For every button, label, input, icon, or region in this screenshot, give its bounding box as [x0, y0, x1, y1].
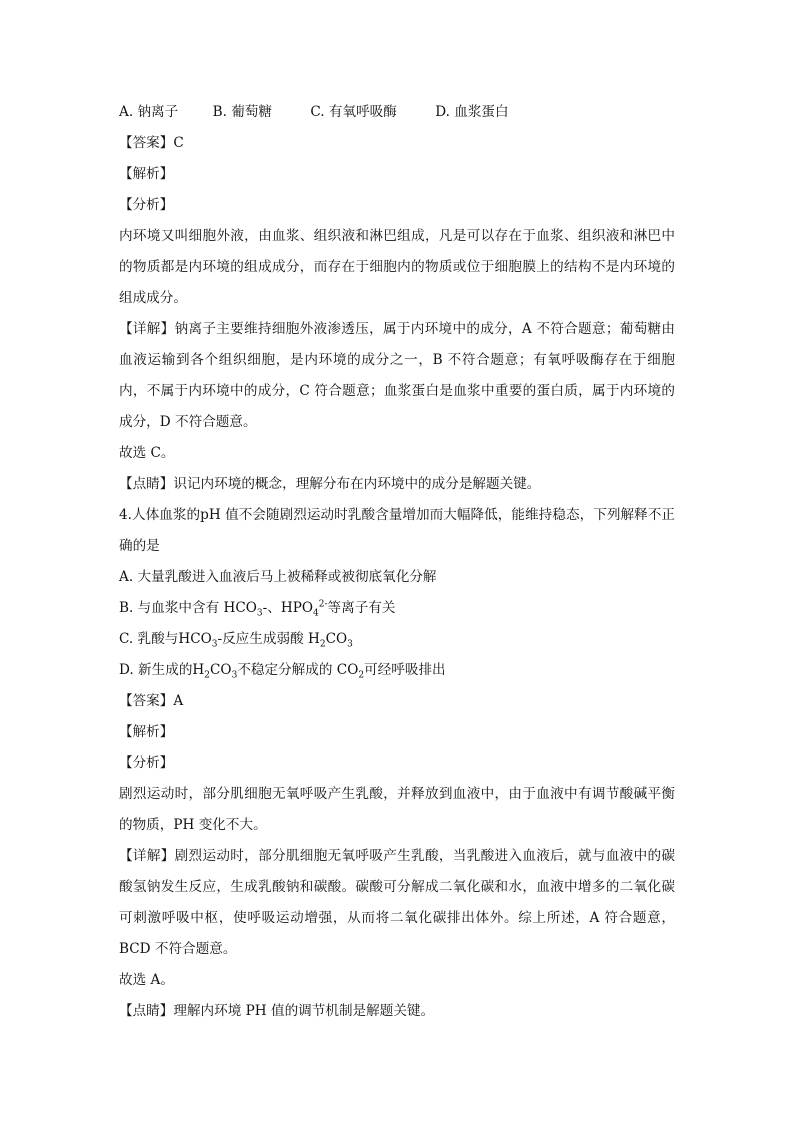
- q4-option-c-sub-2: 2: [319, 639, 326, 650]
- q4-option-c-text-3: CO: [325, 631, 348, 647]
- q4-option-c-text-1: C. 乳酸与HCO: [119, 631, 212, 647]
- q4-option-d-text-3: 不稳定分解成的 CO: [237, 662, 359, 678]
- q4-fenxi-text: 剧烈运动时，部分肌细胞无氧呼吸产生乳酸，并释放到血液中，由于血液中有调节酸碱平衡的物质，PH 变化不大。: [119, 786, 675, 833]
- q4-option-d-sub-3: 2: [358, 670, 365, 681]
- q3-options-row: [119, 97, 675, 128]
- q3-comment: 【点睛】识记内环境的概念，理解分布在内环境中的成分是解题关键。: [119, 476, 541, 492]
- q4-option-c-text-2: -反应生成弱酸 H: [217, 631, 320, 647]
- q4-option-d-sub-2: 3: [231, 670, 238, 681]
- q4-fenxi-heading: 【分析】: [119, 755, 174, 771]
- q3-fenxi-heading: 【分析】: [119, 197, 174, 213]
- q3-answer: 【答案】C: [119, 135, 184, 151]
- q4-option-c-sub-3: 3: [347, 639, 353, 650]
- q4-option-c-sub-1: 3: [211, 639, 218, 650]
- q4-comment: 【点睛】理解内环境 PH 值的调节机制是解题关键。: [119, 1003, 435, 1019]
- q3-analysis-heading: 【解析】: [119, 166, 174, 182]
- document-page: [119, 97, 675, 1027]
- q4-choose: 故选 A。: [119, 972, 174, 988]
- q4-option-d: [119, 655, 675, 686]
- q3-fenxi-text: 内环境又叫细胞外液，由血浆、组织液和淋巴组成，凡是可以存在于血浆、组织液和淋巴中的物质都是内环境的组成成分，而存在于细胞内的物质或位于细胞膜上的结构不是内环境的组成成分。: [119, 228, 675, 306]
- q4-option-d-sub-1: 2: [204, 670, 211, 681]
- q4-option-b-sub-1: 3: [256, 608, 263, 619]
- q4-answer: 【答案】A: [119, 693, 184, 709]
- q3-option-d: D. 血浆蛋白: [435, 104, 509, 120]
- q4-option-d-text-2: CO: [210, 662, 232, 678]
- q4-option-b-sup-2: 2-: [318, 599, 328, 610]
- q4-option-c: [119, 624, 675, 655]
- q3-option-c: C. 有氧呼吸酶: [310, 104, 397, 120]
- q4-detail: 【详解】剧烈运动时，部分肌细胞无氧呼吸产生乳酸，当乳酸进入血液后，就与血液中的碳酸氢钠发生反应，生成乳酸钠和碳酸。碳酸可分解成二氧化碳和水，血液中增多的二氧化碳可刺激呼吸中枢，使呼吸运动增强，从而将二氧化碳排出体外。综上所述，A 符合题意，BCD 不符合题意。: [119, 848, 675, 957]
- q3-option-b: B. 葡萄糖: [212, 104, 272, 120]
- q3-choose: 故选 C。: [119, 445, 175, 461]
- q4-analysis-heading: 【解析】: [119, 724, 174, 740]
- q4-option-b: [119, 593, 675, 624]
- q4-option-d-text-1: D. 新生成的H: [119, 662, 205, 678]
- q3-detail: 【详解】钠离子主要维持细胞外液渗透压，属于内环境中的成分，A 不符合题意；葡萄糖由血液运输到各个组织细胞，是内环境的成分之一，B 不符合题意；有氧呼吸酶存在于细胞内，不属于内环境中的成分，C 符合题意；血浆蛋白是血浆中重要的蛋白质，属于内环境的成分，D 不符合题意。: [119, 321, 675, 430]
- q4-option-d-text-4: 可经呼吸排出: [364, 662, 446, 678]
- q4-option-b-text-2: -、HPO: [262, 600, 313, 616]
- q4-option-b-text-3: 等离子有关: [327, 600, 396, 616]
- q4-option-b-text-1: B. 与血浆中含有 HCO: [119, 600, 257, 616]
- q3-option-a: A. 钠离子: [119, 104, 179, 120]
- q4-option-a: A. 大量乳酸进入血液后马上被稀释或被彻底氧化分解: [119, 569, 437, 585]
- q4-stem: 4.人体血浆的pH 值不会随剧烈运动时乳酸含量增加而大幅降低，能维持稳态，下列解释不正确的是: [119, 507, 675, 554]
- q4-option-b-sub-2: 4: [313, 608, 319, 619]
